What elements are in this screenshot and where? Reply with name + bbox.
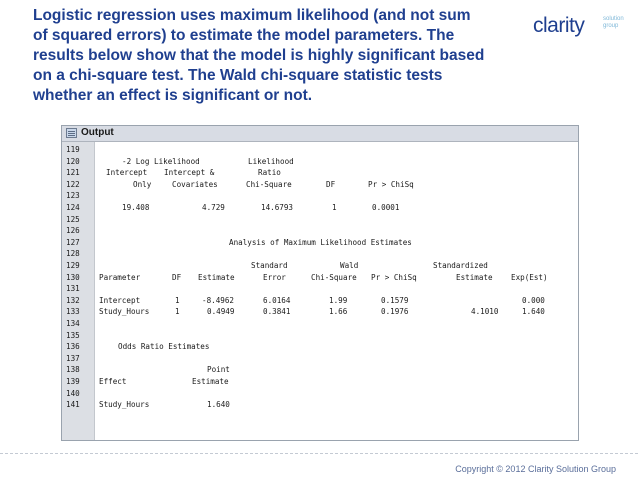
mle-row-wald: 1.99 [329,295,348,305]
headline-line: on a chi-square test. The Wald chi-square statistic tests [33,67,443,84]
headline-line: Logistic regression uses maximum likelihood (and not sum [33,7,471,24]
output-window-icon [66,128,77,138]
mle-header-expest: Exp(Est) [511,272,548,282]
line-number: 123 [66,191,80,201]
mle-row-expest: 0.000 [522,295,545,305]
mle-row-std-estimate: 4.1010 [471,307,499,317]
mle-row-df: 1 [175,307,180,317]
fit-header-chisquare: Chi-Square [246,179,292,189]
odds-row-estimate: 1.640 [207,400,230,410]
line-number: 140 [66,388,80,398]
mle-header-estimate: Estimate [198,272,235,282]
line-number: 139 [66,377,80,386]
odds-header-point: Point [207,365,230,375]
fit-header-neg2loglik: -2 Log Likelihood [122,156,200,166]
odds-header-effect: Effect [99,377,127,386]
mle-title: Analysis of Maximum Likelihood Estimates [229,237,412,247]
line-number: 125 [66,214,80,224]
fit-header-ratio: Ratio [258,168,281,178]
fit-value-chisquare: 14.6793 [261,203,294,212]
headline-line: of squared errors) to estimate the model parameters. The [33,27,455,44]
fit-value-intercept-only: 19.408 [122,203,150,212]
line-number: 134 [66,319,80,328]
line-number: 119 [66,145,80,154]
mle-header-wald: Wald [340,261,359,270]
line-number: 129 [66,261,80,270]
window-titlebar[interactable] [62,126,578,142]
mle-row-wald: 1.66 [329,307,348,317]
fit-value-covariates: 4.729 [202,203,225,212]
mle-header-prchisq: Pr > ChiSq [371,272,417,282]
fit-header-likelihood: Likelihood [248,156,294,166]
line-number: 132 [66,295,80,305]
line-number: 137 [66,353,80,363]
slide-headline [33,6,553,106]
headline-line: results below show that the model is highly significant based [33,47,485,64]
mle-row-parameter: Intercept [99,295,141,305]
logo-sub-line: group [603,23,619,29]
line-number: 127 [66,237,80,247]
odds-header-estimate: Estimate [192,377,229,386]
fit-value-df: 1 [332,203,337,212]
mle-row-stderr: 6.0164 [263,295,291,305]
fit-header-intercept-and: Intercept & [164,168,215,178]
mle-row-df: 1 [175,295,180,305]
mle-row-parameter: Study_Hours [99,307,150,317]
mle-header-parameter: Parameter [99,272,141,282]
logo-sub-line: solution [603,16,624,22]
mle-row-estimate: 0.4949 [207,307,235,317]
mle-row-estimate: -8.4962 [202,295,235,305]
mle-row-expest: 1.640 [522,307,545,317]
mle-header-standardized: Standardized [433,261,488,270]
mle-row-pvalue: 0.1579 [381,295,409,305]
mle-header-chisquare: Chi-Square [311,272,357,282]
fit-header-covariates: Covariates [172,179,218,189]
line-number: 121 [66,168,80,178]
fit-header-only: Only [133,179,152,189]
copyright-footer: Copyright © 2012 Clarity Solution Group [455,464,616,474]
line-number: 131 [66,284,80,294]
footer-divider [0,453,638,454]
odds-title: Odds Ratio Estimates [118,342,210,352]
line-number: 135 [66,330,80,340]
mle-header-std-estimate: Estimate [456,272,493,282]
line-number: 130 [66,272,80,282]
line-number: 124 [66,203,80,212]
fit-header-intercept: Intercept [106,168,148,178]
mle-header-standard: Standard [251,261,288,270]
line-number: 141 [66,400,80,410]
window-title: Output [81,127,114,138]
line-number: 122 [66,179,80,189]
line-number: 133 [66,307,80,317]
line-number: 120 [66,156,80,166]
sas-output-window[interactable] [61,125,579,441]
mle-header-df: DF [172,272,182,282]
line-number: 126 [66,226,80,236]
line-number: 138 [66,365,80,375]
odds-row-effect: Study_Hours [99,400,150,410]
headline-line: whether an effect is significant or not. [33,87,313,104]
line-number: 128 [66,249,80,259]
mle-row-pvalue: 0.1976 [381,307,409,317]
fit-value-pvalue: 0.0001 [372,203,400,212]
mle-row-stderr: 0.3841 [263,307,291,317]
logo-word: clarity [533,14,585,37]
mle-header-error: Error [263,272,286,282]
logo-subtitle [603,16,624,30]
fit-header-df: DF [326,179,336,189]
clarity-logo [531,10,631,42]
fit-header-prchisq: Pr > ChiSq [368,179,414,189]
line-number: 136 [66,342,80,352]
